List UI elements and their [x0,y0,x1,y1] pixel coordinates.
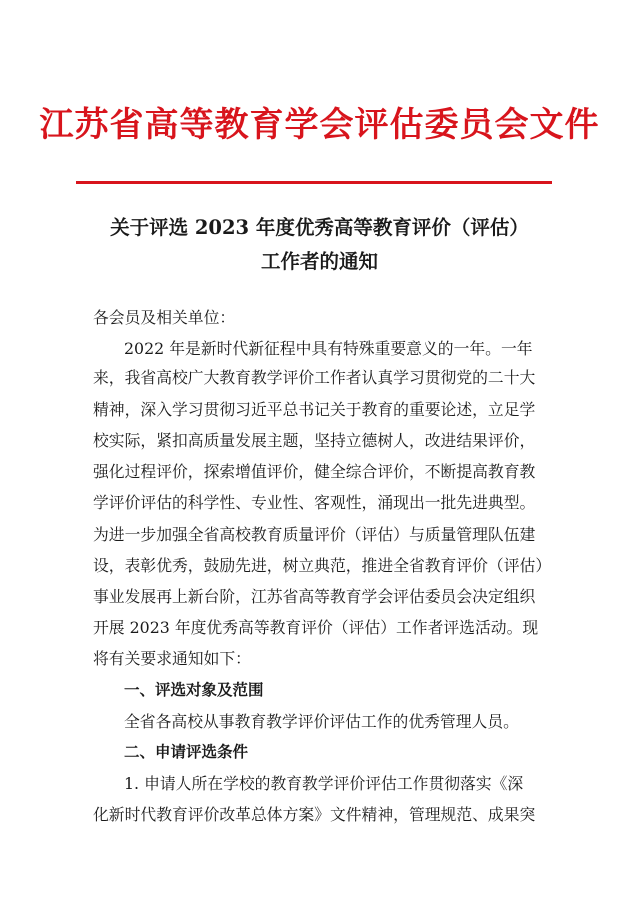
section-2-item-line: 化新时代教育评价改革总体方案》文件精神，管理规范、成果突 [93,805,536,824]
paragraph-line: 为进一步加强全省高校教育质量评价（评估）与质量管理队伍建 [93,525,536,544]
paragraph-line: 强化过程评价，探索增值评价，健全综合评价，不断提高教育教 [93,462,536,481]
paragraph-line: 精神，深入学习贯彻习近平总书记关于教育的重要论述，立足学 [93,400,536,419]
masthead-title: 江苏省高等教育学会评估委员会文件 [39,105,600,145]
paragraph-line: 2022 年是新时代新征程中具有特殊重要意义的一年。一年 [124,339,533,358]
section-2-heading: 二、申请评选条件 [124,743,249,761]
section-2-item-line: 1. 申请人所在学校的教育教学评价评估工作贯彻落实《深 [124,774,524,793]
paragraph-line: 开展 2023 年度优秀高等教育评价（评估）工作者评选活动。现 [93,618,539,637]
paragraph-line: 设，表彰优秀，鼓励先进，树立典范，推进全省教育评价（评估） [93,556,552,575]
paragraph-line: 来，我省高校广大教育教学评价工作者认真学习贯彻党的二十大 [93,368,536,387]
notice-title-line-1: 关于评选 2023 年度优秀高等教育评价（评估） [110,216,529,239]
paragraph-line: 事业发展再上新台阶，江苏省高等教育学会评估委员会决定组织 [93,587,536,606]
paragraph-line: 校实际，紧扣高质量发展主题，坚持立德树人，改进结果评价， [93,431,536,450]
section-1-text: 全省各高校从事教育教学评价评估工作的优秀管理人员。 [124,712,519,731]
paragraph-line: 学评价评估的科学性、专业性、客观性，涌现出一批先进典型。 [93,493,536,512]
paragraph-line: 将有关要求通知如下： [93,649,251,668]
notice-title-line-2: 工作者的通知 [260,250,378,273]
section-1-heading: 一、评选对象及范围 [124,681,264,699]
salutation: 各会员及相关单位： [93,308,236,327]
red-divider-line [76,181,552,184]
